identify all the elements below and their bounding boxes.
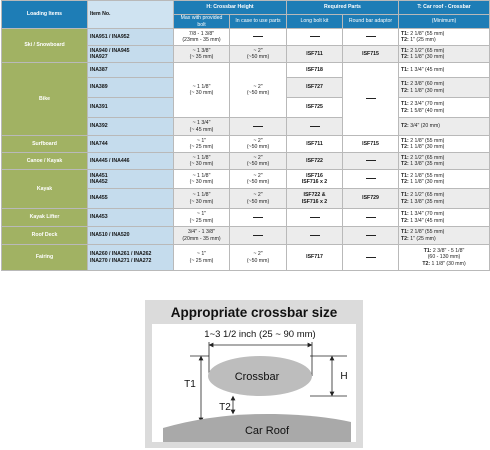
header-loading-items: Loading Items [2,1,88,29]
crossbar-height-parts: ~ 2" (~50 mm) [230,46,287,63]
car-roof-label: Car Roof [244,425,290,437]
item-no: INA391 [88,98,174,118]
loading-item-kayak-lifter: Kayak Lifter [2,209,88,227]
item-no: INA260 / INA261 / INA262 INA270 / INA271 / INA272 [88,245,174,271]
long-bolt-kit: ISF711 [287,46,343,63]
long-bolt-kit [287,118,343,136]
car-roof-min: T1: 2 1/2" (65 mm) T2: 1 3/8" (35 mm) [399,189,490,209]
loading-item-surfboard: Surfboard [2,136,88,153]
round-bar-adaptor: ISF715 [343,136,399,153]
header-in-case-parts: In case to use parts [230,15,287,29]
long-bolt-kit [287,209,343,227]
long-bolt-kit: ISF718 [287,63,343,78]
crossbar-height-max: 7/8 - 1 3/8" (23mm - 35 mm) [174,29,230,46]
loading-item-canoe-kayak: Canoe / Kayak [2,153,88,170]
item-no: INA455 [88,189,174,209]
item-no: INA510 / INA520 [88,227,174,245]
header-minimum: (Minimum) [399,15,490,29]
item-no: INA392 [88,118,174,136]
round-bar-adaptor [343,63,399,136]
crossbar-height-max: 3/4" - 1 3/8" (20mm - 35 mm) [174,227,230,245]
item-no: INA453 [88,209,174,227]
loading-item-kayak: Kayak [2,170,88,209]
item-no: INA387 [88,63,174,78]
crossbar-height-max: ~ 1 1/8" (~ 30 mm) [174,189,230,209]
car-roof-min: T1: 2 1/2" (65 mm) T2: 1 1/8" (30 mm) [399,46,490,63]
crossbar-height-max: ~ 1" (~ 25 mm) [174,209,230,227]
crossbar-height-max: ~ 1 1/8" (~ 30 mm) [174,170,230,189]
t2-label: T2 [219,402,231,413]
header-car-roof: T: Car roof - Crossbar [399,1,490,15]
item-no: INA951 / INA952 [88,29,174,46]
crossbar-height-max: ~ 1 3/4" (~ 45 mm) [174,118,230,136]
crossbar-size-diagram [145,300,363,448]
h-label: H [340,371,348,382]
car-roof-min: T1: 2 3/4" (70 mm) T2: 1 5/8" (40 mm) [399,98,490,118]
round-bar-adaptor [343,153,399,170]
spec-table [1,0,490,271]
car-roof-min: T1: 2 3/8" (60 mm) T2: 1 1/8" (30 mm) [399,78,490,98]
item-no: INA940 / INA945 INA927 [88,46,174,63]
car-roof-min: T2: 3/4" (20 mm) [399,118,490,136]
crossbar-height-parts [230,118,287,136]
crossbar-height-parts: ~ 2" (~50 mm) [230,245,287,271]
header-required-parts: Required Parts [287,1,399,15]
crossbar-label: Crossbar [234,371,280,383]
long-bolt-kit: ISF722 & ISF716 x 2 [287,189,343,209]
item-no: INA445 / INA446 [88,153,174,170]
car-roof-min: T1: 2 1/8" (55 mm) T2: 1" (25 mm) [399,227,490,245]
header-max-bolt: Max with provided bolt [174,15,230,29]
car-roof-min: T1: 1 3/4" (70 mm) T2: 1 3/4" (45 mm) [399,209,490,227]
long-bolt-kit: ISF716 ISF716 x 2 [287,170,343,189]
long-bolt-kit [287,29,343,46]
loading-item-ski: Ski / Snowboard [2,29,88,63]
round-bar-adaptor: ISF715 [343,46,399,63]
header-crossbar-height: H: Crossbar Height [174,1,287,15]
crossbar-height-parts: ~ 2" (~50 mm) [230,189,287,209]
long-bolt-kit: ISF717 [287,245,343,271]
long-bolt-kit: ISF727 [287,78,343,98]
crossbar-diagram-svg [145,300,363,448]
crossbar-height-parts: ~ 2" (~50 mm) [230,136,287,153]
crossbar-height-max: ~ 1 1/8" (~ 30 mm) [174,153,230,170]
loading-item-roof-deck: Roof Deck [2,227,88,245]
crossbar-height-parts [230,227,287,245]
crossbar-height-parts: ~ 2" (~50 mm) [230,170,287,189]
car-roof-min: T1: 2 1/8" (55 mm) T2: 1 1/8" (30 mm) [399,136,490,153]
car-roof-min: T1: 1 3/4" (45 mm) [399,63,490,78]
round-bar-adaptor [343,209,399,227]
header-item-no: Item No. [88,1,174,29]
round-bar-adaptor [343,227,399,245]
car-roof-min: T1: 2 1/8" (55 mm) T2: 1" (25 mm) [399,29,490,46]
crossbar-height-max: ~ 1 1/8" (~ 30 mm) [174,63,230,118]
round-bar-adaptor [343,170,399,189]
car-roof-min: T1: 2 1/2" (65 mm) T2: 1 3/8" (35 mm) [399,153,490,170]
t1-label: T1 [184,379,196,390]
long-bolt-kit: ISF711 [287,136,343,153]
crossbar-height-max: ~ 1" (~ 25 mm) [174,245,230,271]
crossbar-height-parts: ~ 2" (~50 mm) [230,63,287,118]
crossbar-height-max: ~ 1 3/8" (~ 35 mm) [174,46,230,63]
long-bolt-kit [287,227,343,245]
header-long-bolt-kit: Long bolt kit [287,15,343,29]
crossbar-height-parts [230,209,287,227]
diagram-title: Appropriate crossbar size [170,305,338,320]
loading-item-fairing: Fairing [2,245,88,271]
loading-item-bike: Bike [2,63,88,136]
header-round-bar-adaptor: Round bar adaptor [343,15,399,29]
crossbar-height-parts: ~ 2" (~50 mm) [230,153,287,170]
car-roof-min: T1: 2 3/8" - 5 1/8" (60 - 130 mm) T2: 1 1/8" (30 mm) [399,245,490,271]
long-bolt-kit: ISF725 [287,98,343,118]
round-bar-adaptor: ISF729 [343,189,399,209]
long-bolt-kit: ISF722 [287,153,343,170]
car-roof-min: T1: 2 1/8" (55 mm) T2: 1 1/8" (30 mm) [399,170,490,189]
round-bar-adaptor [343,29,399,46]
item-no: INA389 [88,78,174,98]
crossbar-height-parts [230,29,287,46]
item-no: INA451 INA452 [88,170,174,189]
crossbar-height-max: ~ 1" (~ 25 mm) [174,136,230,153]
round-bar-adaptor [343,245,399,271]
item-no: INA744 [88,136,174,153]
width-label: 1~3 1/2 inch (25 ~ 90 mm) [204,329,316,340]
